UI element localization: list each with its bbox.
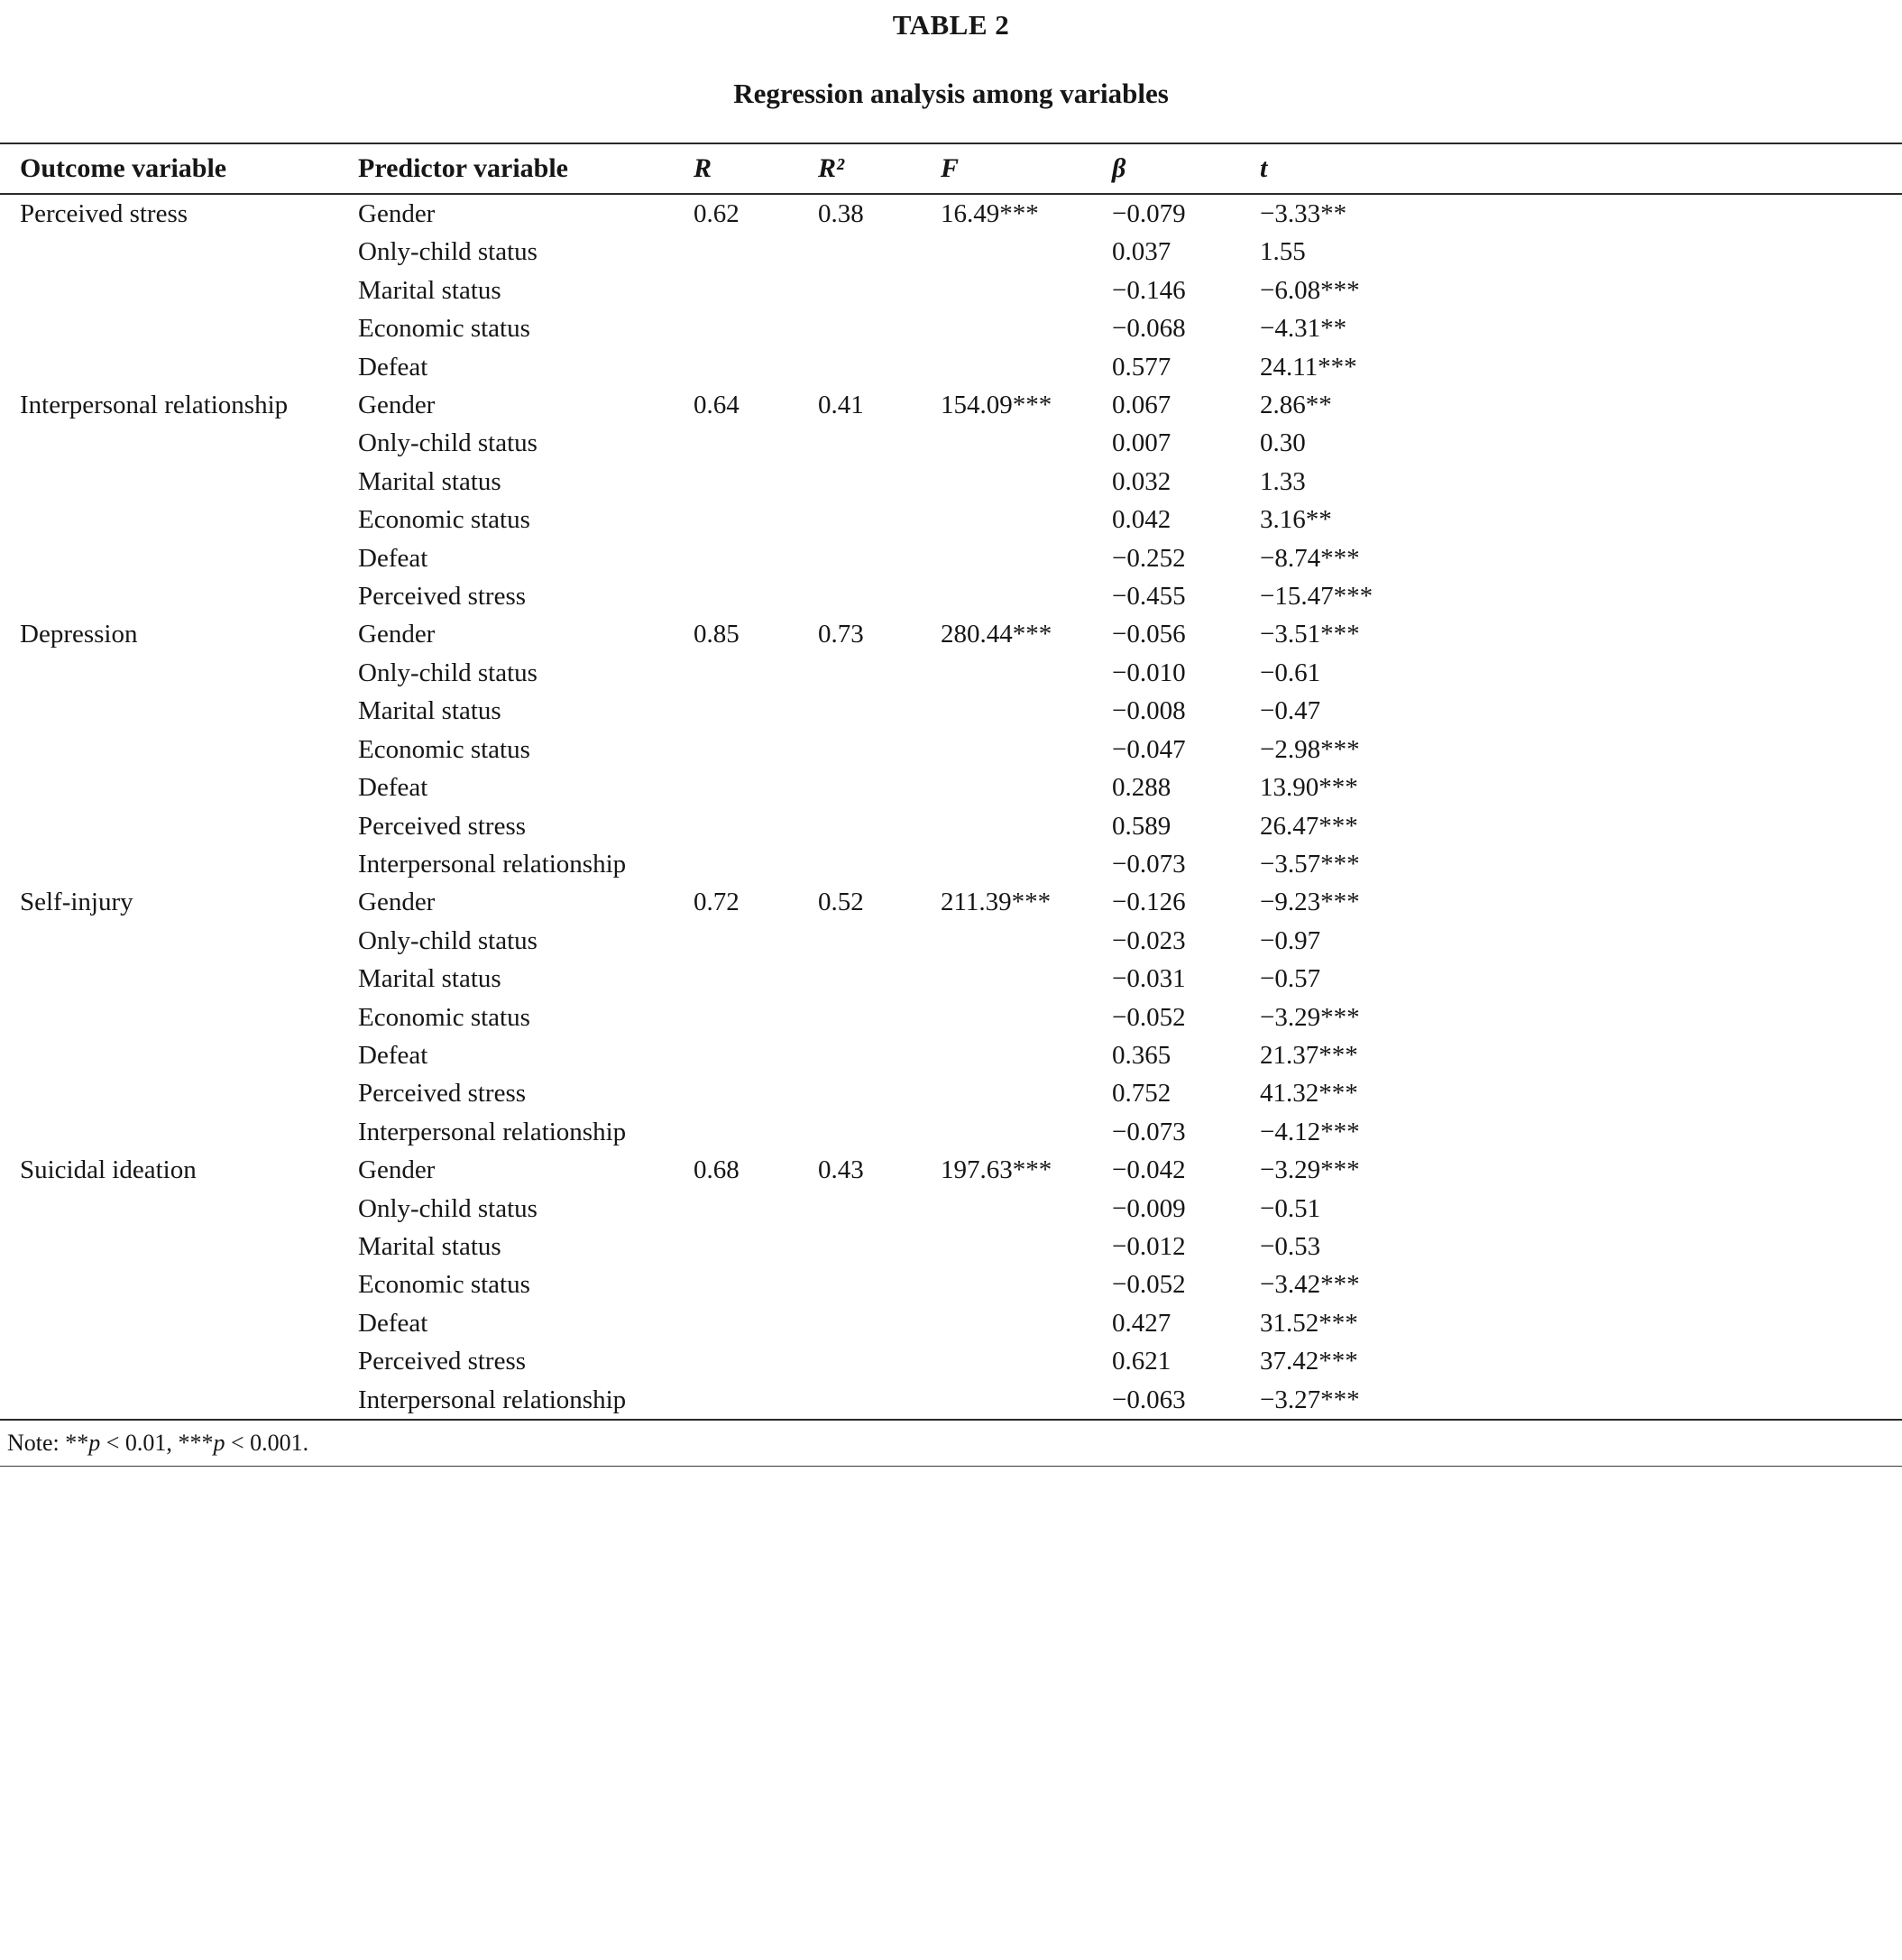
table-row: [0, 654, 1902, 692]
t-cell: −3.57***: [1260, 849, 1360, 879]
t-cell: −3.29***: [1260, 1002, 1360, 1032]
table-row: [0, 386, 1902, 424]
outcome-cell: [0, 1228, 338, 1265]
outcome-cell: [0, 960, 338, 998]
t-cell: 1.55: [1260, 237, 1306, 267]
outcome-cell: [0, 1074, 338, 1112]
t-cell: 0.30: [1260, 428, 1306, 458]
r-cell: 0.72: [694, 888, 740, 917]
header-outcome-variable: Outcome variable: [0, 143, 338, 194]
outcome-cell: [0, 501, 338, 538]
f-cell: [921, 1228, 1092, 1265]
t-cell: −9.23***: [1260, 888, 1360, 917]
r-cell: [674, 922, 798, 960]
f-cell: [921, 577, 1092, 615]
r2-cell: 0.38: [818, 199, 864, 228]
header-row: [0, 143, 1902, 194]
t-cell: 24.11***: [1260, 352, 1357, 382]
t-cell: −3.29***: [1260, 1155, 1360, 1185]
table-row: [0, 731, 1902, 768]
r-cell: [674, 1381, 798, 1420]
f-cell: [921, 424, 1092, 462]
beta-cell: −0.056: [1112, 620, 1186, 649]
predictor-cell: Defeat: [358, 1308, 428, 1338]
f-cell: 197.63***: [941, 1155, 1052, 1185]
t-cell: −6.08***: [1260, 275, 1360, 305]
r2-cell: [798, 692, 921, 730]
predictor-cell: Gender: [358, 888, 436, 917]
table-row: [0, 539, 1902, 577]
r2-cell: [798, 998, 921, 1036]
outcome-cell: [0, 1342, 338, 1380]
f-cell: [921, 348, 1092, 386]
t-cell: −0.53: [1260, 1231, 1321, 1261]
r2-cell: [798, 1381, 921, 1420]
table-row: [0, 348, 1902, 386]
beta-cell: −0.063: [1112, 1385, 1186, 1414]
predictor-cell: Gender: [358, 391, 436, 420]
header-r-squared: R²: [798, 143, 921, 194]
r2-cell: [798, 348, 921, 386]
r-cell: [674, 539, 798, 577]
beta-cell: 0.427: [1112, 1308, 1172, 1338]
t-cell: −8.74***: [1260, 543, 1360, 573]
t-cell: −0.47: [1260, 696, 1321, 726]
f-cell: 16.49***: [941, 199, 1039, 228]
outcome-cell: [0, 768, 338, 806]
predictor-cell: Perceived stress: [358, 811, 527, 841]
note-sig1-threshold: < 0.01,: [100, 1430, 179, 1456]
table-row: [0, 1113, 1902, 1151]
r2-cell: 0.73: [818, 620, 864, 649]
r-cell: [674, 1265, 798, 1303]
t-cell: −4.12***: [1260, 1117, 1360, 1146]
r-cell: [674, 1113, 798, 1151]
beta-cell: −0.126: [1112, 888, 1186, 917]
t-cell: 31.52***: [1260, 1308, 1358, 1338]
r2-cell: [798, 539, 921, 577]
r-cell: [674, 998, 798, 1036]
table-row: [0, 1151, 1902, 1189]
r-cell: [674, 1074, 798, 1112]
t-cell: −0.51: [1260, 1193, 1321, 1223]
table-body: [0, 194, 1902, 1420]
t-cell: −3.27***: [1260, 1385, 1360, 1414]
r2-cell: [798, 1304, 921, 1342]
f-cell: [921, 692, 1092, 730]
beta-cell: 0.752: [1112, 1079, 1172, 1109]
outcome-cell: [0, 348, 338, 386]
note-label: Note:: [7, 1430, 66, 1456]
outcome-cell: Depression: [20, 620, 138, 649]
beta-cell: −0.008: [1112, 696, 1186, 726]
f-cell: [921, 768, 1092, 806]
predictor-cell: Economic status: [358, 734, 530, 764]
header-r: R: [674, 143, 798, 194]
f-cell: [921, 1304, 1092, 1342]
beta-cell: −0.023: [1112, 925, 1186, 955]
beta-cell: −0.068: [1112, 314, 1186, 344]
t-cell: 26.47***: [1260, 811, 1358, 841]
table-row: [0, 577, 1902, 615]
outcome-cell: [0, 463, 338, 501]
r-cell: 0.85: [694, 620, 740, 649]
beta-cell: −0.252: [1112, 543, 1186, 573]
outcome-cell: [0, 1265, 338, 1303]
predictor-cell: Marital status: [358, 964, 501, 994]
predictor-cell: Gender: [358, 199, 436, 228]
header-beta: β: [1092, 143, 1240, 194]
table-row: [0, 1304, 1902, 1342]
predictor-cell: Defeat: [358, 543, 428, 573]
outcome-cell: [0, 998, 338, 1036]
table-row: [0, 960, 1902, 998]
f-cell: [921, 271, 1092, 309]
beta-cell: 0.589: [1112, 811, 1172, 841]
table-row: [0, 845, 1902, 883]
r2-cell: [798, 922, 921, 960]
predictor-cell: Defeat: [358, 1040, 428, 1070]
outcome-cell: [0, 922, 338, 960]
predictor-cell: Only-child status: [358, 237, 538, 267]
beta-cell: 0.042: [1112, 505, 1172, 535]
outcome-cell: [0, 309, 338, 347]
table-row: [0, 424, 1902, 462]
r-cell: [674, 1342, 798, 1380]
table-row: [0, 883, 1902, 921]
beta-cell: 0.577: [1112, 352, 1172, 382]
outcome-cell: [0, 1381, 338, 1420]
r-cell: [674, 960, 798, 998]
r2-cell: 0.41: [818, 391, 864, 420]
t-cell: 3.16**: [1260, 505, 1332, 535]
r-cell: [674, 501, 798, 538]
table-row: [0, 692, 1902, 730]
predictor-cell: Perceived stress: [358, 1079, 527, 1109]
outcome-cell: [0, 731, 338, 768]
beta-cell: 0.288: [1112, 773, 1172, 803]
bottom-rule: [0, 1466, 1902, 1467]
f-cell: [921, 998, 1092, 1036]
predictor-cell: Perceived stress: [358, 582, 527, 612]
outcome-cell: [0, 577, 338, 615]
table-row: [0, 309, 1902, 347]
r-cell: [674, 1036, 798, 1074]
r-cell: [674, 348, 798, 386]
f-cell: [921, 1074, 1092, 1112]
outcome-cell: [0, 654, 338, 692]
r2-cell: [798, 845, 921, 883]
outcome-cell: [0, 692, 338, 730]
r2-cell: [798, 424, 921, 462]
note-sig2-threshold: < 0.001.: [225, 1430, 309, 1456]
predictor-cell: Economic status: [358, 314, 530, 344]
r2-cell: [798, 1036, 921, 1074]
t-cell: 21.37***: [1260, 1040, 1358, 1070]
r2-cell: [798, 731, 921, 768]
predictor-cell: Economic status: [358, 505, 530, 535]
f-cell: [921, 960, 1092, 998]
f-cell: [921, 1113, 1092, 1151]
outcome-cell: [0, 845, 338, 883]
r2-cell: 0.52: [818, 888, 864, 917]
f-cell: [921, 845, 1092, 883]
r-cell: [674, 692, 798, 730]
t-cell: 41.32***: [1260, 1079, 1358, 1109]
t-cell: 1.33: [1260, 466, 1306, 496]
r-cell: [674, 577, 798, 615]
beta-cell: −0.073: [1112, 1117, 1186, 1146]
predictor-cell: Only-child status: [358, 658, 538, 687]
t-cell: −2.98***: [1260, 734, 1360, 764]
outcome-cell: [0, 1036, 338, 1074]
beta-cell: −0.047: [1112, 734, 1186, 764]
predictor-cell: Interpersonal relationship: [358, 1385, 627, 1414]
predictor-cell: Economic status: [358, 1270, 530, 1300]
beta-cell: −0.146: [1112, 275, 1186, 305]
beta-cell: 0.032: [1112, 466, 1172, 496]
table-row: [0, 233, 1902, 271]
r2-cell: 0.43: [818, 1155, 864, 1185]
beta-cell: 0.007: [1112, 428, 1172, 458]
predictor-cell: Marital status: [358, 275, 501, 305]
r-cell: [674, 654, 798, 692]
t-cell: −0.61: [1260, 658, 1321, 687]
outcome-cell: [0, 807, 338, 845]
beta-cell: −0.073: [1112, 849, 1186, 879]
predictor-cell: Only-child status: [358, 1193, 538, 1223]
table-row: [0, 807, 1902, 845]
t-cell: −3.42***: [1260, 1270, 1360, 1300]
r2-cell: [798, 768, 921, 806]
t-cell: −0.97: [1260, 925, 1321, 955]
f-cell: [921, 654, 1092, 692]
outcome-cell: [0, 1304, 338, 1342]
f-cell: [921, 731, 1092, 768]
f-cell: [921, 1036, 1092, 1074]
table-row: [0, 1381, 1902, 1420]
predictor-cell: Interpersonal relationship: [358, 1117, 627, 1146]
r-cell: 0.62: [694, 199, 740, 228]
t-cell: −0.57: [1260, 964, 1321, 994]
header-predictor-variable: Predictor variable: [338, 143, 674, 194]
beta-cell: −0.031: [1112, 964, 1186, 994]
header-f: F: [921, 143, 1092, 194]
r-cell: [674, 233, 798, 271]
predictor-cell: Only-child status: [358, 925, 538, 955]
regression-table: [0, 143, 1902, 1421]
predictor-cell: Defeat: [358, 773, 428, 803]
predictor-cell: Marital status: [358, 1231, 501, 1261]
f-cell: [921, 807, 1092, 845]
f-cell: 280.44***: [941, 620, 1052, 649]
r2-cell: [798, 960, 921, 998]
table-row: [0, 768, 1902, 806]
beta-cell: −0.042: [1112, 1155, 1186, 1185]
table-row: [0, 922, 1902, 960]
beta-cell: −0.455: [1112, 582, 1186, 612]
outcome-cell: [0, 1113, 338, 1151]
predictor-cell: Gender: [358, 1155, 436, 1185]
outcome-cell: [0, 424, 338, 462]
r-cell: [674, 845, 798, 883]
t-cell: −15.47***: [1260, 582, 1374, 612]
table-row: [0, 501, 1902, 538]
table-row: [0, 1036, 1902, 1074]
note-sig1-stars: **: [65, 1430, 89, 1456]
beta-cell: 0.365: [1112, 1040, 1172, 1070]
table-note: [0, 1421, 1902, 1466]
r2-cell: [798, 1074, 921, 1112]
beta-cell: −0.010: [1112, 658, 1186, 687]
predictor-cell: Gender: [358, 620, 436, 649]
r-cell: [674, 463, 798, 501]
r-cell: [674, 1228, 798, 1265]
predictor-cell: Defeat: [358, 352, 428, 382]
table-row: [0, 998, 1902, 1036]
f-cell: [921, 1342, 1092, 1380]
predictor-cell: Economic status: [358, 1002, 530, 1032]
r2-cell: [798, 1190, 921, 1228]
r2-cell: [798, 309, 921, 347]
r-cell: [674, 424, 798, 462]
t-cell: −4.31**: [1260, 314, 1347, 344]
predictor-cell: Interpersonal relationship: [358, 849, 627, 879]
predictor-cell: Only-child status: [358, 428, 538, 458]
predictor-cell: Marital status: [358, 696, 501, 726]
r2-cell: [798, 807, 921, 845]
r-cell: [674, 1304, 798, 1342]
header-t: t: [1240, 143, 1902, 194]
predictor-cell: Marital status: [358, 466, 501, 496]
r2-cell: [798, 271, 921, 309]
f-cell: [921, 463, 1092, 501]
beta-cell: −0.012: [1112, 1231, 1186, 1261]
f-cell: 211.39***: [941, 888, 1052, 917]
r2-cell: [798, 463, 921, 501]
r2-cell: [798, 577, 921, 615]
outcome-cell: [0, 233, 338, 271]
r2-cell: [798, 1342, 921, 1380]
r2-cell: [798, 1113, 921, 1151]
f-cell: [921, 1190, 1092, 1228]
table-label: TABLE 2: [892, 9, 1010, 41]
f-cell: [921, 539, 1092, 577]
table-row: [0, 463, 1902, 501]
table-row: [0, 271, 1902, 309]
f-cell: [921, 501, 1092, 538]
t-cell: 13.90***: [1260, 773, 1358, 803]
r-cell: [674, 1190, 798, 1228]
outcome-cell: Self-injury: [20, 888, 133, 917]
outcome-cell: [0, 1190, 338, 1228]
beta-cell: −0.079: [1112, 199, 1186, 228]
table-row: [0, 1265, 1902, 1303]
beta-cell: −0.009: [1112, 1193, 1186, 1223]
beta-cell: 0.621: [1112, 1347, 1172, 1376]
r-cell: [674, 309, 798, 347]
r2-cell: [798, 233, 921, 271]
f-cell: [921, 1381, 1092, 1420]
f-cell: [921, 309, 1092, 347]
predictor-cell: Perceived stress: [358, 1347, 527, 1376]
table-row: [0, 1190, 1902, 1228]
f-cell: [921, 1265, 1092, 1303]
table-row: [0, 615, 1902, 653]
beta-cell: 0.037: [1112, 237, 1172, 267]
r2-cell: [798, 1228, 921, 1265]
f-cell: [921, 233, 1092, 271]
table-row: [0, 1228, 1902, 1265]
note-p-symbol-1: p: [88, 1430, 101, 1456]
table-row: [0, 1342, 1902, 1380]
r2-cell: [798, 1265, 921, 1303]
t-cell: −3.51***: [1260, 620, 1360, 649]
note-sig2-stars: ***: [178, 1430, 214, 1456]
beta-cell: 0.067: [1112, 391, 1172, 420]
outcome-cell: Interpersonal relationship: [20, 391, 289, 420]
table-row: [0, 1074, 1902, 1112]
r-cell: [674, 807, 798, 845]
t-cell: −3.33**: [1260, 199, 1347, 228]
table-title: Regression analysis among variables: [733, 78, 1169, 109]
outcome-cell: Perceived stress: [20, 199, 188, 228]
outcome-cell: Suicidal ideation: [20, 1155, 197, 1185]
t-cell: 37.42***: [1260, 1347, 1358, 1376]
beta-cell: −0.052: [1112, 1002, 1186, 1032]
r2-cell: [798, 654, 921, 692]
note-p-symbol-2: p: [213, 1430, 225, 1456]
r-cell: 0.64: [694, 391, 740, 420]
r-cell: 0.68: [694, 1155, 740, 1185]
r2-cell: [798, 501, 921, 538]
outcome-cell: [0, 539, 338, 577]
f-cell: [921, 922, 1092, 960]
r-cell: [674, 768, 798, 806]
t-cell: 2.86**: [1260, 391, 1332, 420]
r-cell: [674, 271, 798, 309]
f-cell: 154.09***: [941, 391, 1052, 420]
r-cell: [674, 731, 798, 768]
table-row: [0, 194, 1902, 233]
outcome-cell: [0, 271, 338, 309]
beta-cell: −0.052: [1112, 1270, 1186, 1300]
